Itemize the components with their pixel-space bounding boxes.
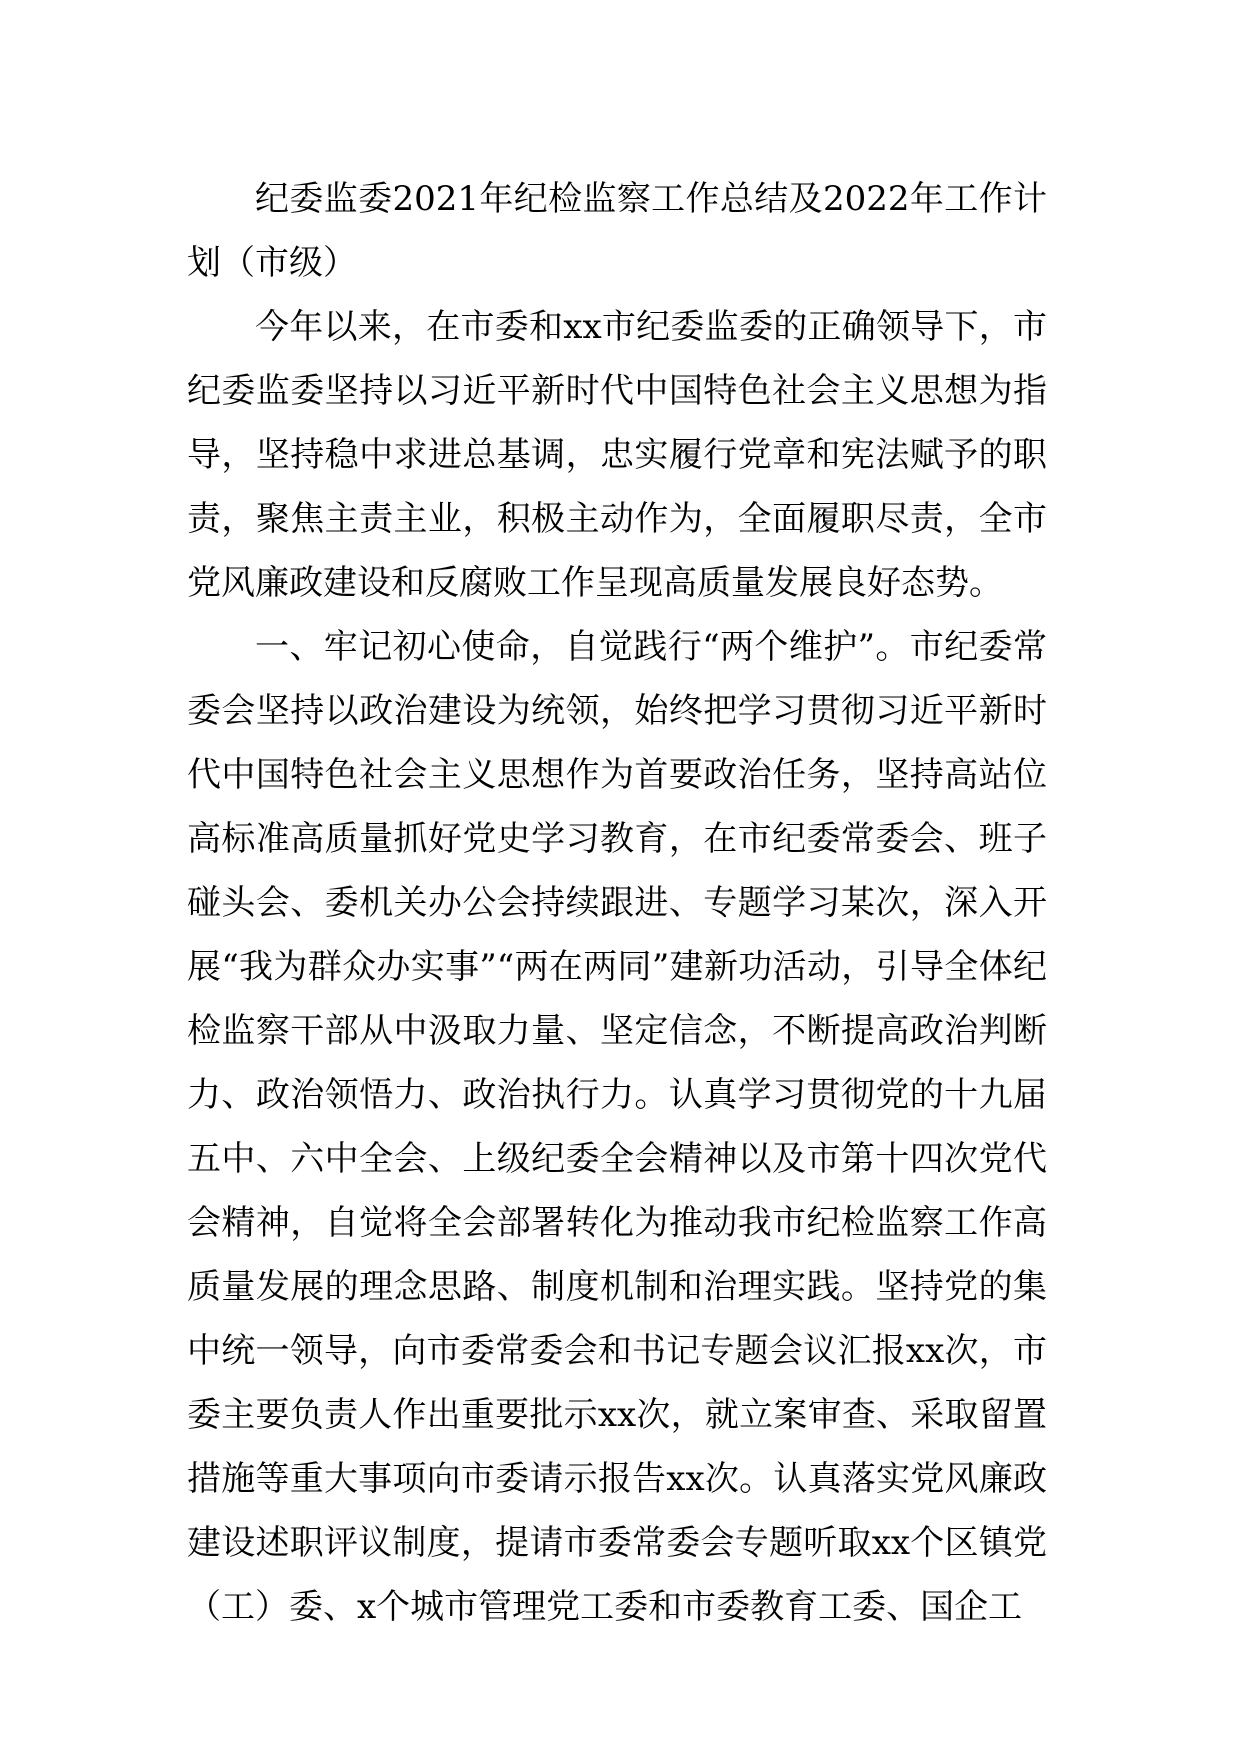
document-body [187, 167, 1047, 1639]
document-title: 纪委监委2021年纪检监察工作总结及2022年工作计划（市级） [187, 179, 1047, 283]
paragraph-section-one: 一、牢记初心使命，自觉践行“两个维护”。市纪委常委会坚持以政治建设为统领，始终把学习贯彻习近平新时代中国特色社会主义思想作为首要政治任务，坚持高站位高标准高质量抓好党史学习教育，在市纪委常委会、班子碰头会、委机关办公会持续跟进、专题学习某次，深入开展“我为群众办实事”“两在两同”建新功活动，引导全体纪检监察干部从中汲取力量、坚定信念，不断提高政治判断力、政治领悟力、政治执行力。认真学习贯彻党的十九届五中、六中全会、上级纪委全会精神以及市第十四次党代会精神，自觉将全会部署转化为推动我市纪检监察工作高质量发展的理念思路、制度机制和治理实践。坚持党的集中统一领导，向市委常委会和书记专题会议汇报xx次，市委主要负责人作出重要批示xx次，就立案审查、采取留置措施等重大事项向市委请示报告xx次。认真落实党风廉政建设述职评议制度，提请市委常委会专题听取xx个区镇党（工）委、x个城市管理党工委和市委教育工委、国企工 [187, 627, 1047, 1627]
paragraph-intro: 今年以来，在市委和xx市纪委监委的正确领导下，市纪委监委坚持以习近平新时代中国特色社会主义思想为指导，坚持稳中求进总基调，忠实履行党章和宪法赋予的职责，聚焦主责主业，积极主动作为，全面履职尽责，全市党风廉政建设和反腐败工作呈现高质量发展良好态势。 [187, 307, 1047, 603]
